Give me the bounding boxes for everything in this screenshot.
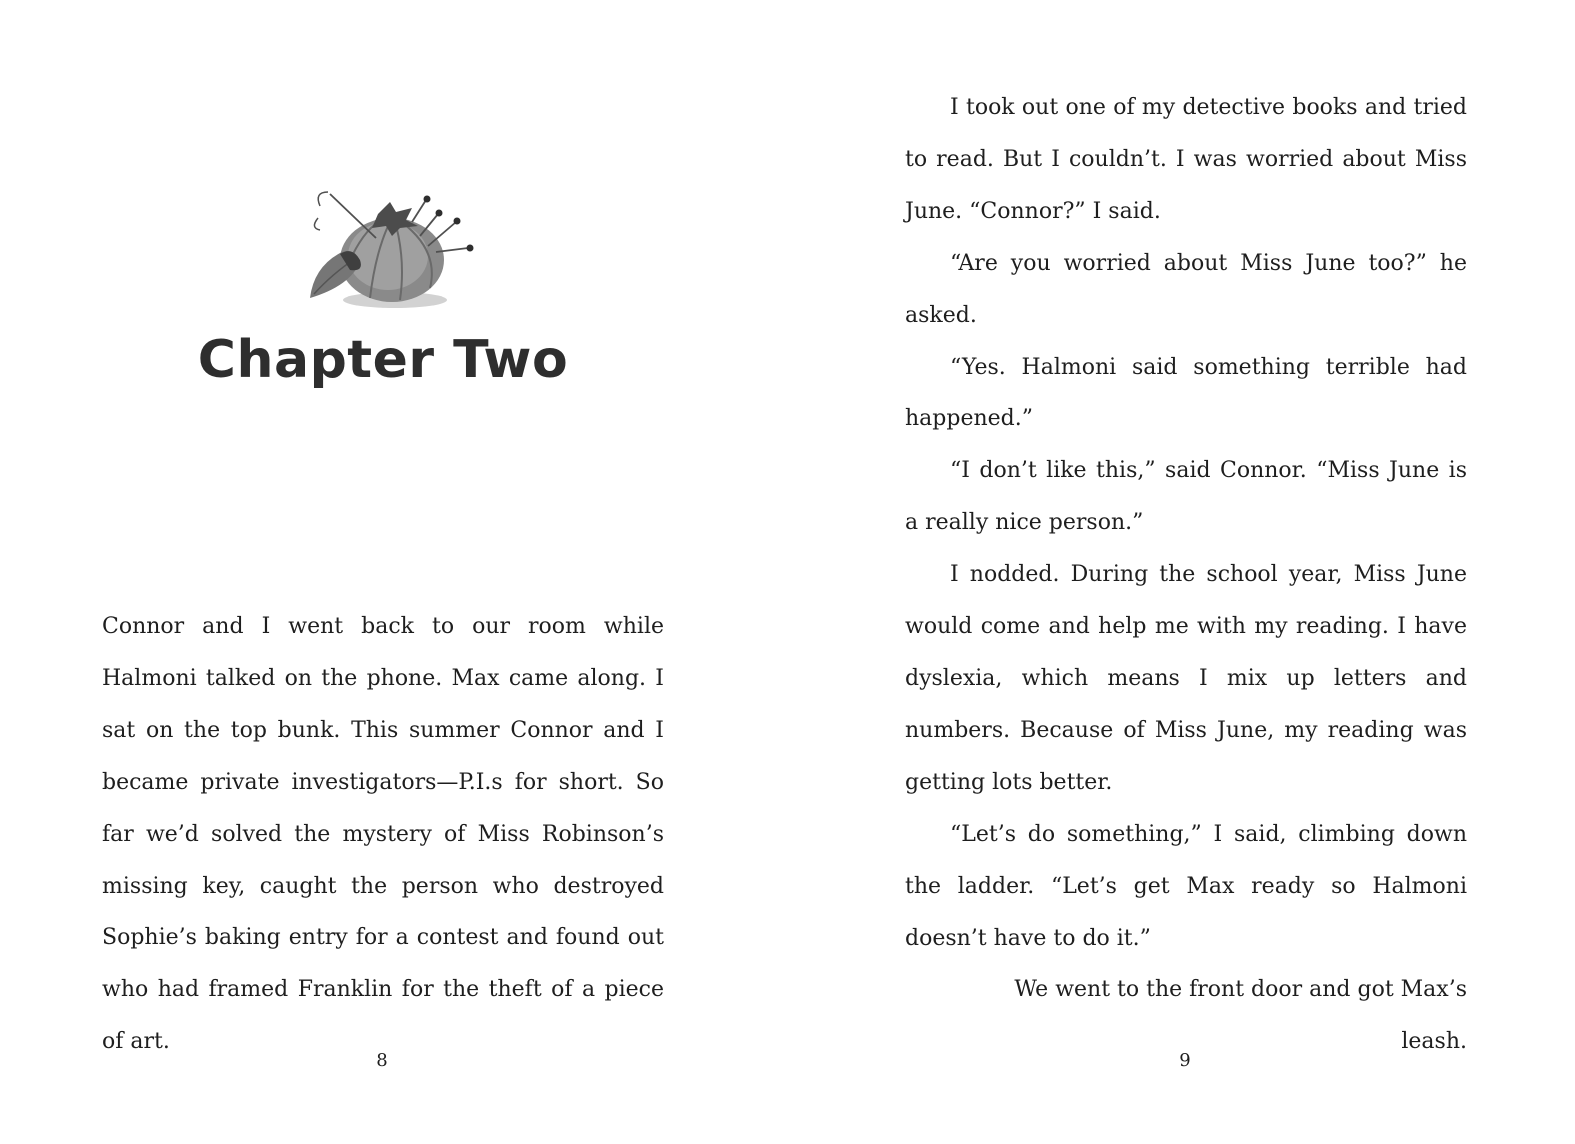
page-number-left: 8	[376, 1050, 388, 1071]
left-page-body	[102, 601, 664, 1068]
right-page-body	[905, 82, 1467, 1068]
paragraph: We went to the front door and got Max’s leash.	[1014, 977, 1467, 1055]
right-page	[787, 0, 1575, 1144]
left-page	[0, 0, 787, 1144]
paragraph: “Are you worried about Miss June too?” he asked.	[905, 250, 1467, 328]
pincushion-illustration	[300, 188, 480, 314]
paragraph: I nodded. During the school year, Miss June would come and help me with my reading. I have dyslexia, which means I mix up letters and numbers. Because of Miss June, my reading was getting lots better.	[905, 562, 1467, 795]
chapter-title: Chapter Two	[197, 330, 569, 390]
paragraph: Connor and I went back to our room while Halmoni talked on the phone. Max came along. I sat on the top bunk. This summer Connor and I became private investigators—P.I.s for short. So far we’d solved the mystery of Miss Robinson’s missing key, caught the person who destroyed Sophie’s baking entry for a contest and found out who had framed Franklin for the theft of a piece of art.	[102, 614, 664, 1055]
paragraph: “Yes. Halmoni said something terrible had happened.”	[905, 354, 1467, 432]
page-number-right: 9	[1179, 1050, 1191, 1071]
paragraph: “Let’s do something,” I said, climbing down the ladder. “Let’s get Max ready so Halmoni doesn’t have to do it.”	[905, 821, 1467, 951]
paragraph: “I don’t like this,” said Connor. “Miss June is a really nice person.”	[905, 458, 1467, 536]
paragraph: I took out one of my detective books and tried to read. But I couldn’t. I was worried about Miss June. “Connor?” I said.	[905, 95, 1467, 224]
